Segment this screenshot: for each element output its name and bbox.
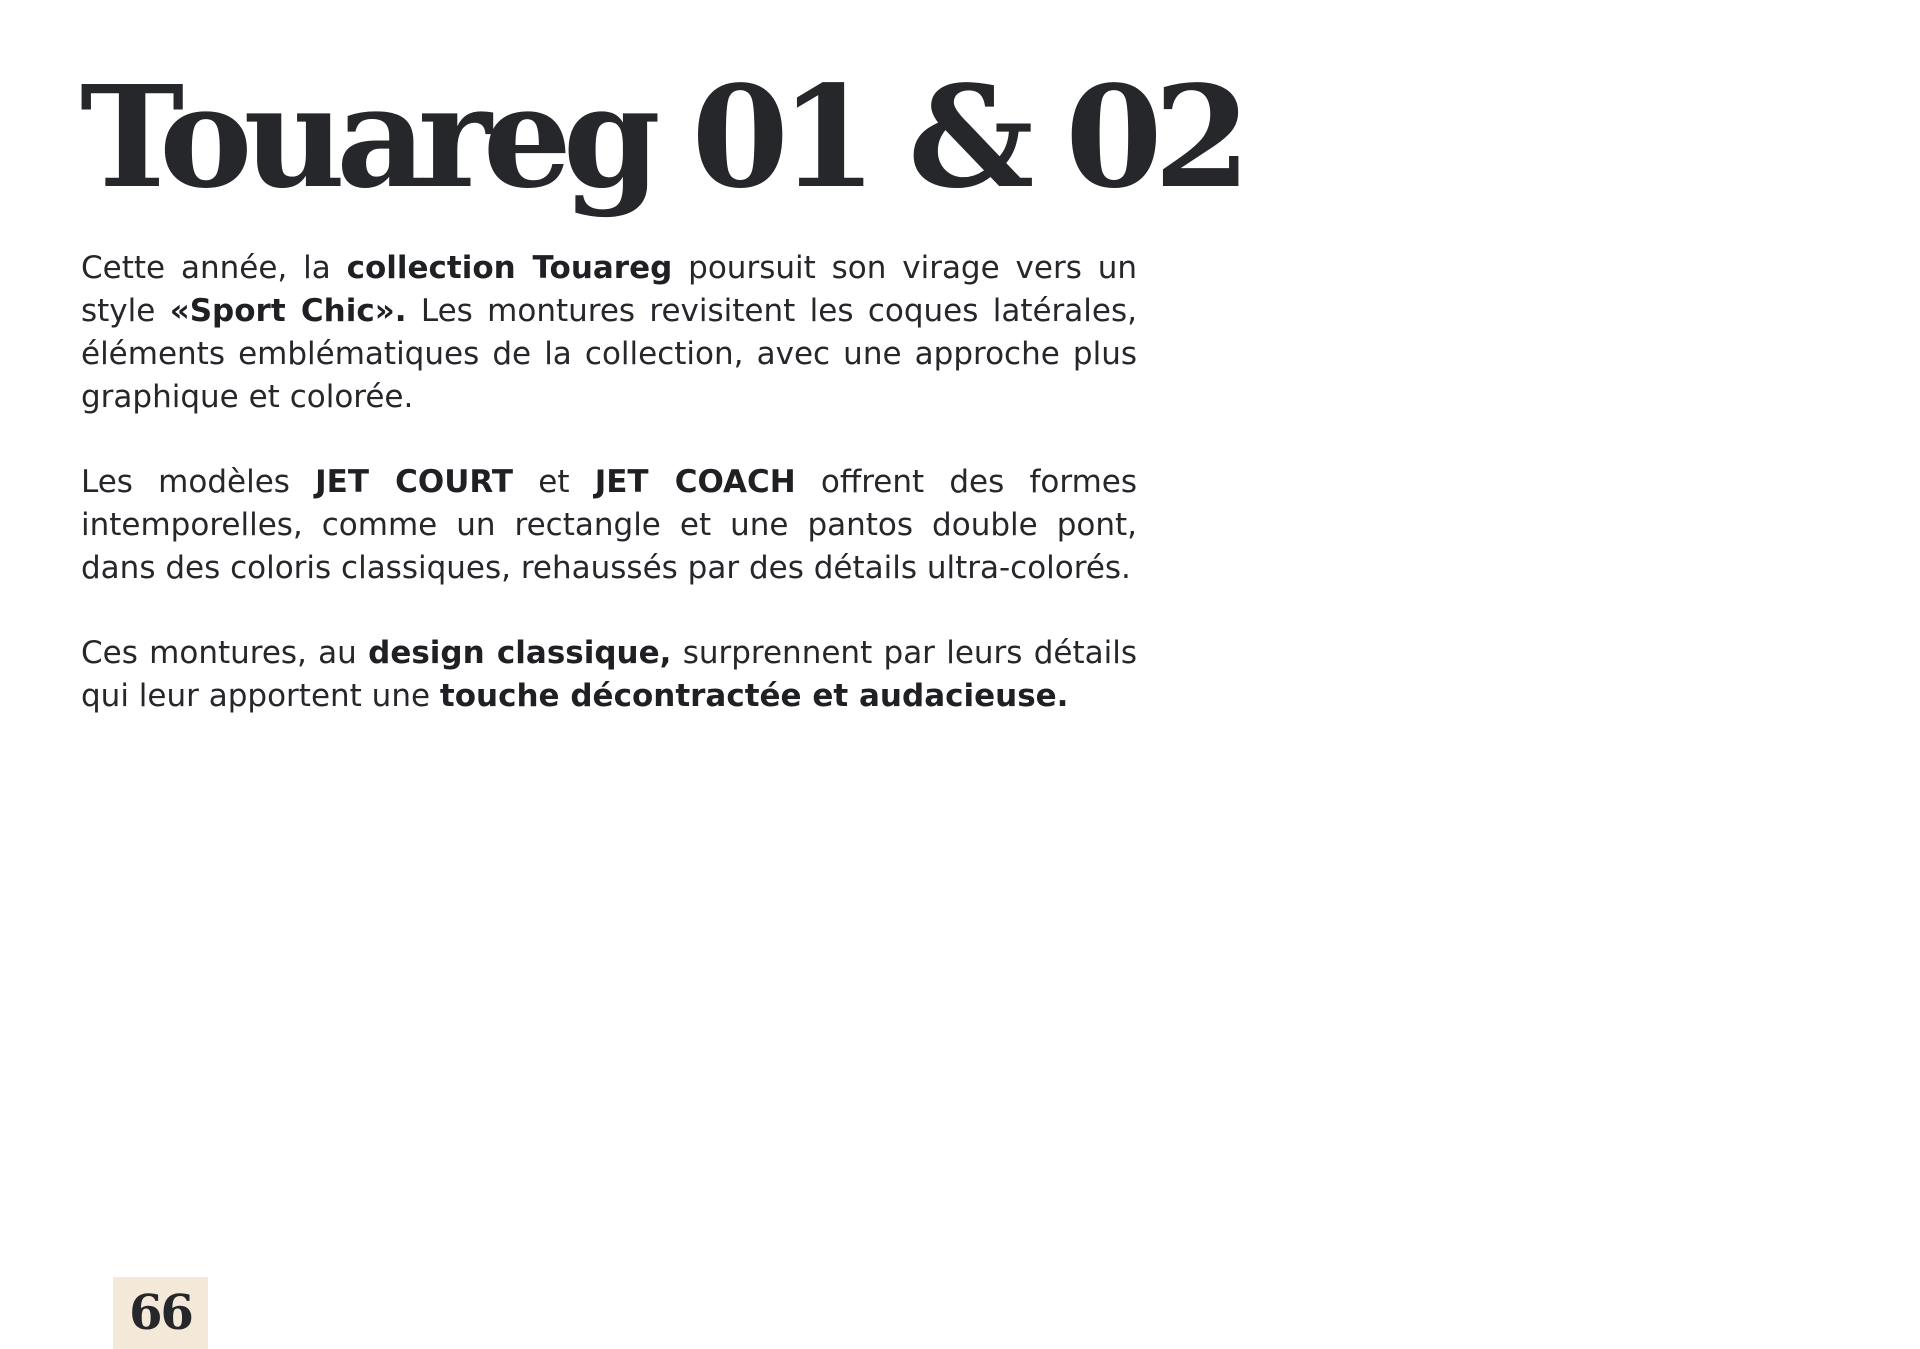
text-segment: Cette année, la bbox=[81, 250, 347, 286]
text-segment: poursuit son virage vers un style bbox=[81, 250, 1138, 329]
text-segment-bold: collection Touareg bbox=[346, 250, 673, 286]
text-segment: surprennent par leurs détails qui leur apportent une bbox=[81, 635, 1138, 714]
text-segment-bold: JET COURT bbox=[315, 464, 514, 500]
text-segment: offrent des formes intemporelles, comme un rectangle et une pantos double pont, dans des coloris classiques, rehaussés par des détails ultra-colorés. bbox=[81, 464, 1137, 586]
body-text bbox=[81, 247, 1137, 718]
text-segment-bold: «Sport Chic». bbox=[169, 293, 407, 329]
text-segment-bold: JET COACH bbox=[594, 464, 796, 500]
page-number: 66 bbox=[129, 1285, 192, 1341]
text-segment: Ces montures, au bbox=[81, 635, 369, 671]
text-segment-bold: design classique, bbox=[368, 635, 672, 671]
text-segment: et bbox=[513, 464, 595, 500]
text-segment-bold: touche décontractée et audacieuse. bbox=[439, 678, 1069, 714]
page-title: Touareg 01 & 02 bbox=[80, 56, 1242, 220]
text-segment: Les montures revisitent les coques latérales, éléments emblématiques de la collection, avec une approche plus graphique et colorée. bbox=[81, 293, 1137, 415]
paragraph-design bbox=[81, 632, 1137, 718]
page-number-badge bbox=[113, 1277, 208, 1349]
paragraph-models bbox=[81, 461, 1137, 590]
text-segment: Les modèles bbox=[81, 464, 316, 500]
paragraph-intro bbox=[81, 247, 1137, 419]
